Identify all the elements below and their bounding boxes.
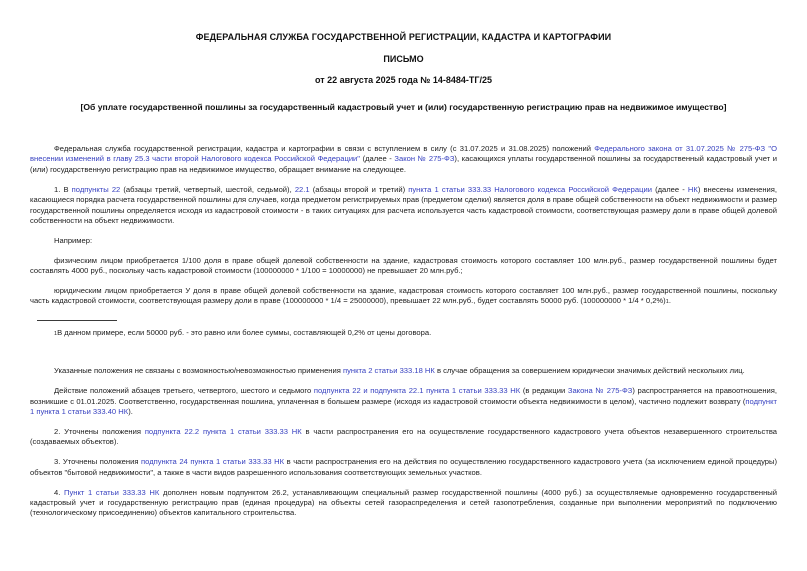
- paragraph: [30, 488, 777, 519]
- doc-link[interactable]: подпункта 24 пункта 1 статьи 333.33 НК: [141, 457, 285, 467]
- paragraph: [30, 427, 777, 448]
- text-run: 1. В: [54, 184, 72, 194]
- text-run: Например:: [54, 235, 93, 245]
- text-run: 4.: [54, 487, 65, 497]
- paragraph: [30, 386, 777, 417]
- paragraph: [30, 144, 777, 175]
- doc-link[interactable]: Федерального закона от 31.07.2025 № 275-ФЗ "О внесении изменений в главу 25.3 части второй Налогового кодекса Российской Федерации": [30, 144, 777, 164]
- document-date-number: от 22 августа 2025 года № 14-8484-ТГ/25: [314, 75, 493, 85]
- paragraph: [30, 185, 777, 227]
- footnote-divider: [37, 320, 117, 321]
- paragraph: [30, 457, 777, 478]
- document-type: ПИСЬМО: [383, 54, 424, 64]
- text-run: (далее -: [360, 154, 395, 164]
- doc-link[interactable]: подпункта 22 и подпункта 22.1 пункта 1 статьи 333.33 НК: [313, 386, 521, 396]
- text-run: 2. Уточнены положения: [54, 426, 145, 436]
- text-run: Действие положений абзацев третьего, четвертого, шестого и седьмого: [54, 386, 314, 396]
- text-run: ).: [128, 407, 133, 416]
- document-body: [30, 144, 777, 519]
- text-run: юридическим лицом приобретается У доля в праве общей долевой собственности на здание, кадастровая стоимость которого составляет 100 млн.руб., размер государственной пошлины, поскольку часть кадастровой стоимости, соответствующая размеру доли в праве (100000000 * 1/4 = 25000000), превышает 22 млн.руб., будет составлять 50000 руб. (100000000 * 1/4 * 0,2%): [30, 286, 777, 306]
- doc-link[interactable]: подпункта 22.2 пункта 1 статьи 333.33 НК: [144, 426, 302, 436]
- paragraph: [30, 256, 777, 277]
- text-run: 3. Уточнены положения: [54, 457, 142, 467]
- text-run: Федеральная служба государственной регистрации, кадастра и картографии в связи с вступлением в силу (с 31.07.2025 и 31.08.2025) положений: [54, 144, 595, 153]
- text-run: (абзацы третий, четвертый, шестой, седьмой),: [120, 184, 295, 194]
- paragraph: [30, 286, 777, 308]
- doc-link[interactable]: НК: [687, 184, 698, 194]
- text-run: в части распространения его на действия по осуществлению государственного кадастрового учета (за исключением единой процедуры) объектов "бытовой недвижимости", а также в части видов разрешенного использования соответствующих земельных участков.: [30, 457, 777, 477]
- doc-link[interactable]: подпункт 1 пункта 1 статьи 333.40 НК: [30, 396, 777, 416]
- footnote-marker: 1: [665, 299, 669, 306]
- footnote-text: [30, 328, 777, 339]
- text-run: ), касающихся уплаты государственной пошлины за государственный кадастровый учет и (или) государственную регистрацию прав на недвижимое имущество, обращает внимание на следующее.: [30, 154, 777, 174]
- text-run: (в редакции: [520, 386, 568, 396]
- doc-link[interactable]: пункта 2 статьи 333.18 НК: [342, 366, 435, 376]
- text-run: ) распространяется на правоотношения, возникшие с 01.01.2025. Соответственно, государственная пошлина, уплаченная в большем размере (исходя из кадастровой стоимости объекта недвижимости в целом), частично подлежит возврату (: [30, 386, 778, 406]
- text-run: ) внесены изменения, касающиеся порядка расчета государственной пошлины для случаев, когда предметом регистрируемых прав (предметом сделки) является доля в праве общей собственности на объект недвижимости и размер государственной пошлины определяется исходя из кадастровой стоимости - в таких ситуациях для расчета используется часть кадастровой стоимости, соответствующая размеру доли в праве общей долевой собственности на объект недвижимости.: [30, 184, 777, 225]
- text-run: Указанные положения не связаны с возможностью/невозможностью применения: [54, 366, 343, 376]
- doc-link[interactable]: 22.1: [294, 184, 310, 194]
- paragraph: [30, 366, 777, 376]
- paragraph: [30, 236, 777, 246]
- text-run: (абзацы второй и третий): [309, 184, 409, 194]
- doc-link[interactable]: Пункт 1 статьи 333.33 НК: [64, 487, 160, 497]
- doc-link[interactable]: Закона № 275-ФЗ: [567, 386, 633, 396]
- doc-link[interactable]: пункта 1 статьи 333.33 Налогового кодекса Российской Федерации: [408, 184, 652, 194]
- text-run: физическим лицом приобретается 1/100 доля в праве общей долевой собственности на здание, кадастровая стоимость которого составляет 100 млн.руб., размер государственной пошлины будет составлять 4000 руб., поскольку часть кадастровой стоимости (100000000 * 1/100 = 10000000) не превышает 20 млн.руб.;: [30, 255, 777, 276]
- text-run: в случае обращения за совершением юридически значимых действий нескольких лиц.: [434, 366, 745, 376]
- text-run: в части распространения его на осуществление государственного кадастрового учета объектов незавершенного строительства (создаваемых объектов).: [30, 426, 777, 447]
- agency-name: ФЕДЕРАЛЬНАЯ СЛУЖБА ГОСУДАРСТВЕННОЙ РЕГИСТРАЦИИ, КАДАСТРА И КАРТОГРАФИИ: [195, 32, 612, 42]
- doc-link[interactable]: Закон № 275-ФЗ: [394, 154, 455, 164]
- text-run: (далее -: [651, 184, 688, 194]
- footnote-marker: 1: [54, 330, 58, 337]
- text-run: В данном примере, если 50000 руб. - это равно или более суммы, составляющей 0,2% от цены договора.: [57, 327, 432, 337]
- document-subject: [Об уплате государственной пошлины за государственный кадастровый учет и (или) государственную регистрацию прав на недвижимое имущество]: [80, 102, 727, 112]
- doc-link[interactable]: подпункты 22: [71, 184, 121, 194]
- text-run: .: [668, 296, 671, 306]
- text-run: дополнен новым подпунктом 26.2, устанавливающим специальный размер государственной пошлины (4000 руб.) за осуществляемые одновременно государственный кадастровый учет и государственную регистрацию прав (единая процедура) на объекты сетей газораспределения и сетей газопотребления, созданные при выполнении мероприятий по подключению (технологическому присоединению) объектов капитального строительства.: [30, 487, 777, 518]
